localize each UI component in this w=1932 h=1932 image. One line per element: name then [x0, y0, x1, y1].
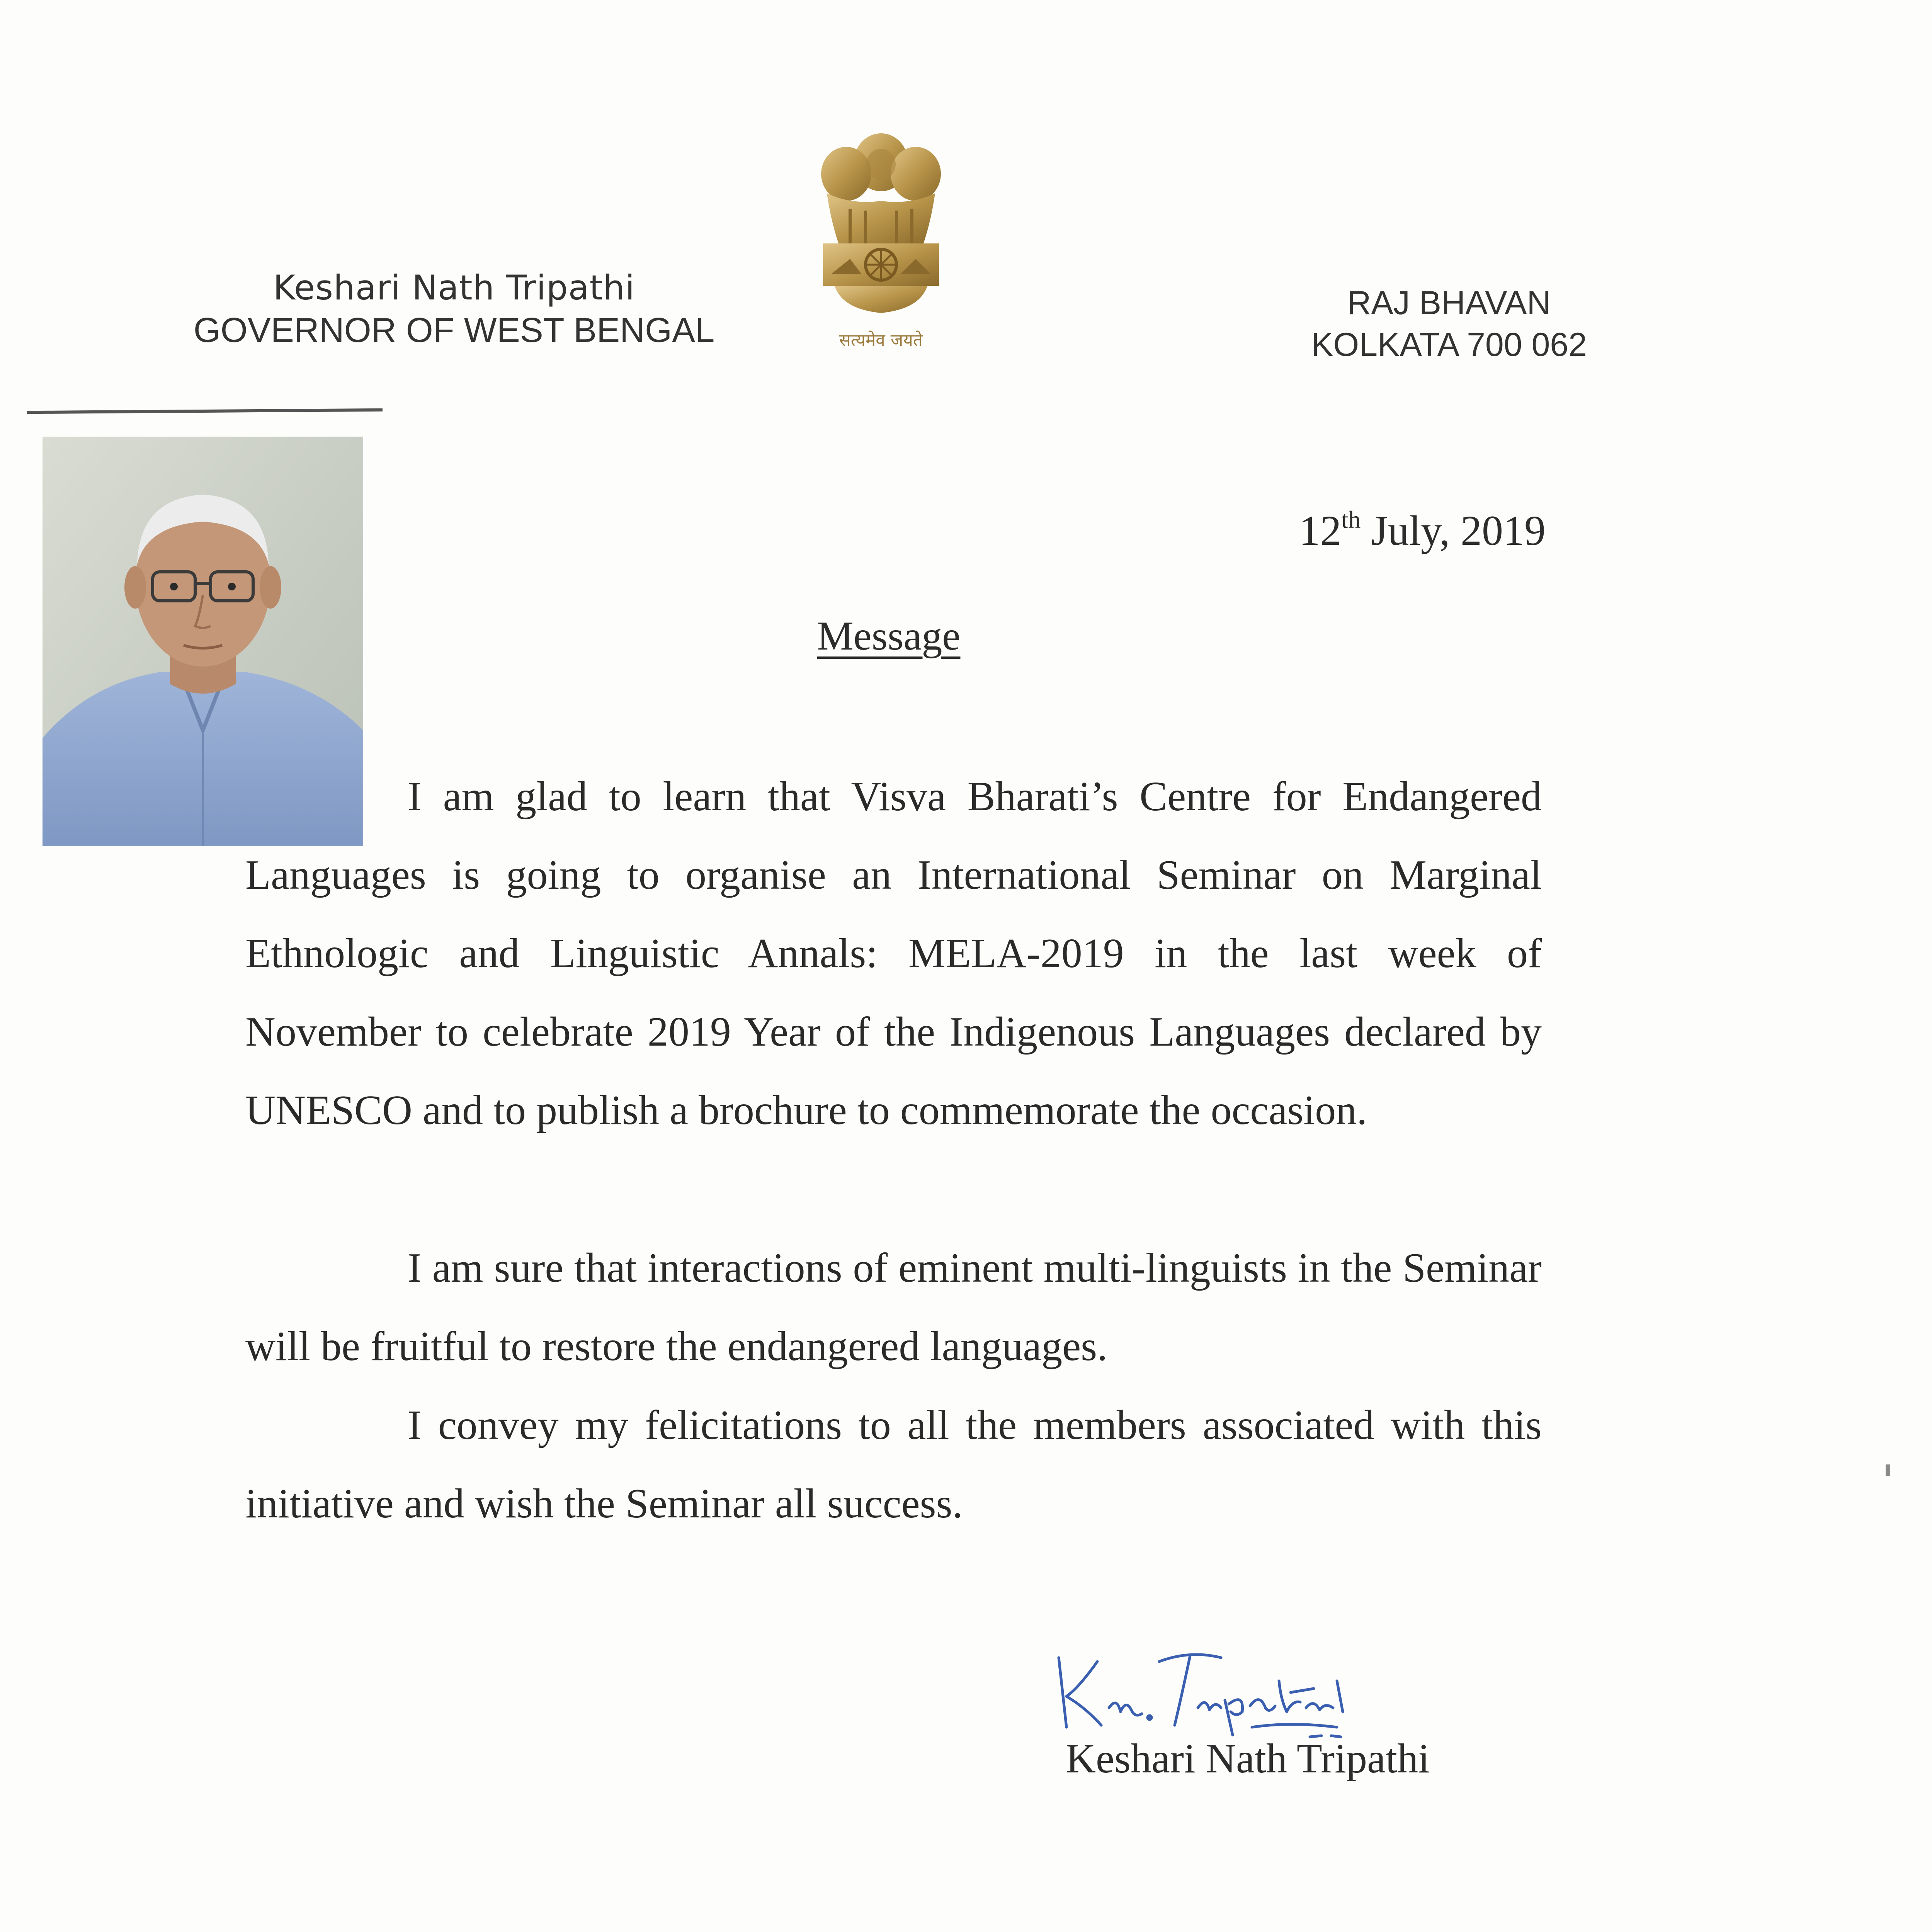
letterhead-address [1256, 282, 1642, 366]
date-ordinal: th [1341, 506, 1361, 533]
letterhead-office: GOVERNOR OF WEST BENGAL [193, 311, 715, 350]
letter-date [1121, 506, 1546, 555]
handwritten-signature [1043, 1634, 1391, 1743]
photo-top-rule [27, 408, 383, 414]
body-paragraph-1: I am glad to learn that Visva Bharati’s Centre for Endangered Languages is going to organise an International Seminar on Marginal Ethnologic and Linguistic Annals: MELA-2019 in the last week of November to celebrate 2019 Year of the Indigenous Languages declared by UNESCO and to publish a brochure to commemorate the occasion. [245, 774, 1542, 1133]
date-day: 12 [1299, 507, 1342, 554]
address-line-2: KOLKATA 700 062 [1311, 326, 1587, 363]
scan-mark [1886, 1464, 1890, 1476]
date-month-year: July, 2019 [1371, 507, 1546, 554]
letterhead-left [174, 267, 734, 352]
body-paragraph-3: I convey my felicitations to all the members associated with this initiative and wish the Seminar all success. [245, 1402, 1542, 1527]
message-heading: Message [817, 613, 961, 658]
national-emblem-icon [804, 128, 958, 367]
body-paragraph-2: I am sure that interactions of eminent multi-linguists in the Seminar will be fruitful to restore the endangered languages. [245, 1245, 1542, 1369]
letterhead-name: Keshari Nath Tripathi [273, 268, 635, 308]
emblem-motto: सत्यमेव जयते [839, 330, 923, 350]
signatory-name: Keshari Nath Tripathi [1066, 1736, 1430, 1782]
address-line-1: RAJ BHAVAN [1347, 284, 1551, 321]
